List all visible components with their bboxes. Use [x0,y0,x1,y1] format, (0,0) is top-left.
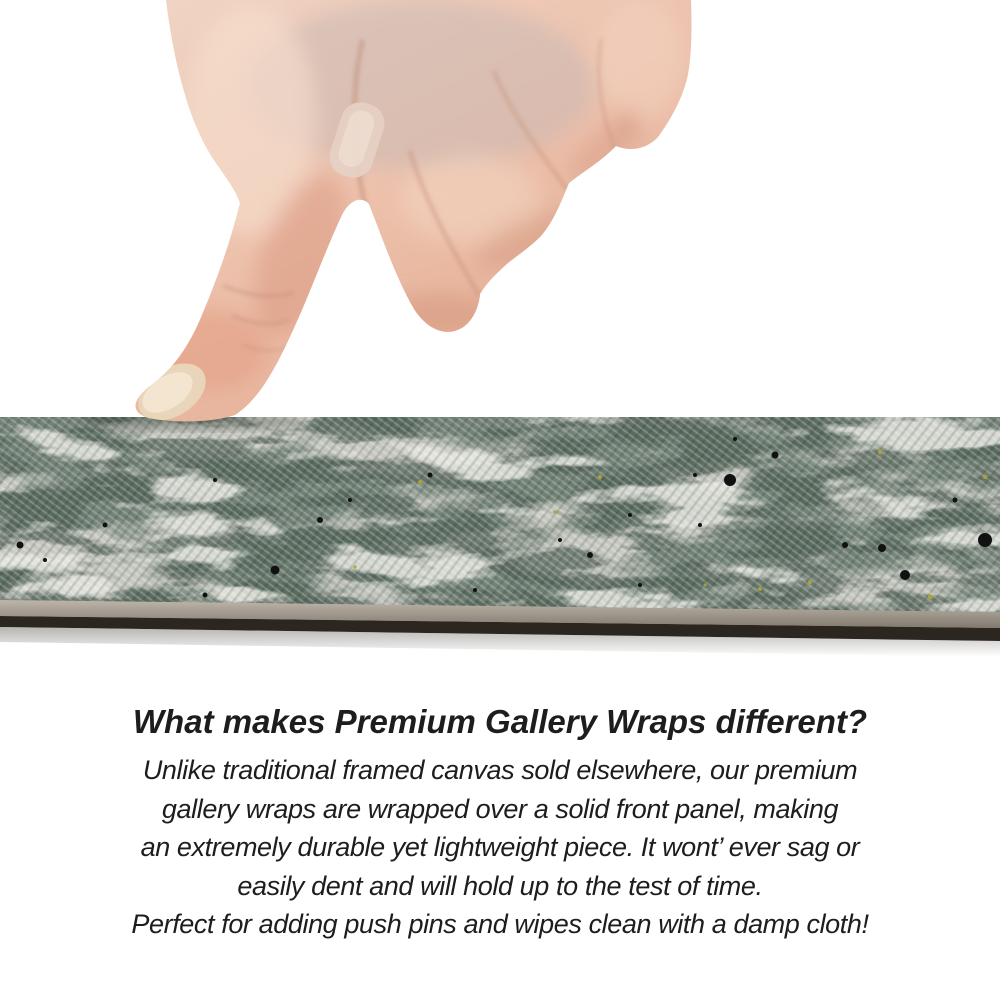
hand-shading [128,0,685,426]
caption-line: an extremely durable yet lightweight piece. It wont’ ever sag or [140,832,860,862]
caption-line: Unlike traditional framed canvas sold elsewhere, our premium [142,755,858,785]
caption-line: easily dent and will hold up to the test of time. [237,870,763,901]
caption-line: Perfect for adding push pins and wipes clean with a damp cloth! [131,909,869,939]
canvas-edge-photo [0,417,1000,660]
caption [0,702,1000,944]
caption-line: gallery wraps are wrapped over a solid front panel, making [161,793,839,824]
canvas-texture [0,417,1000,614]
caption-heading: What makes Premium Gallery Wraps different? [132,703,868,740]
hand-photo [0,0,1000,426]
